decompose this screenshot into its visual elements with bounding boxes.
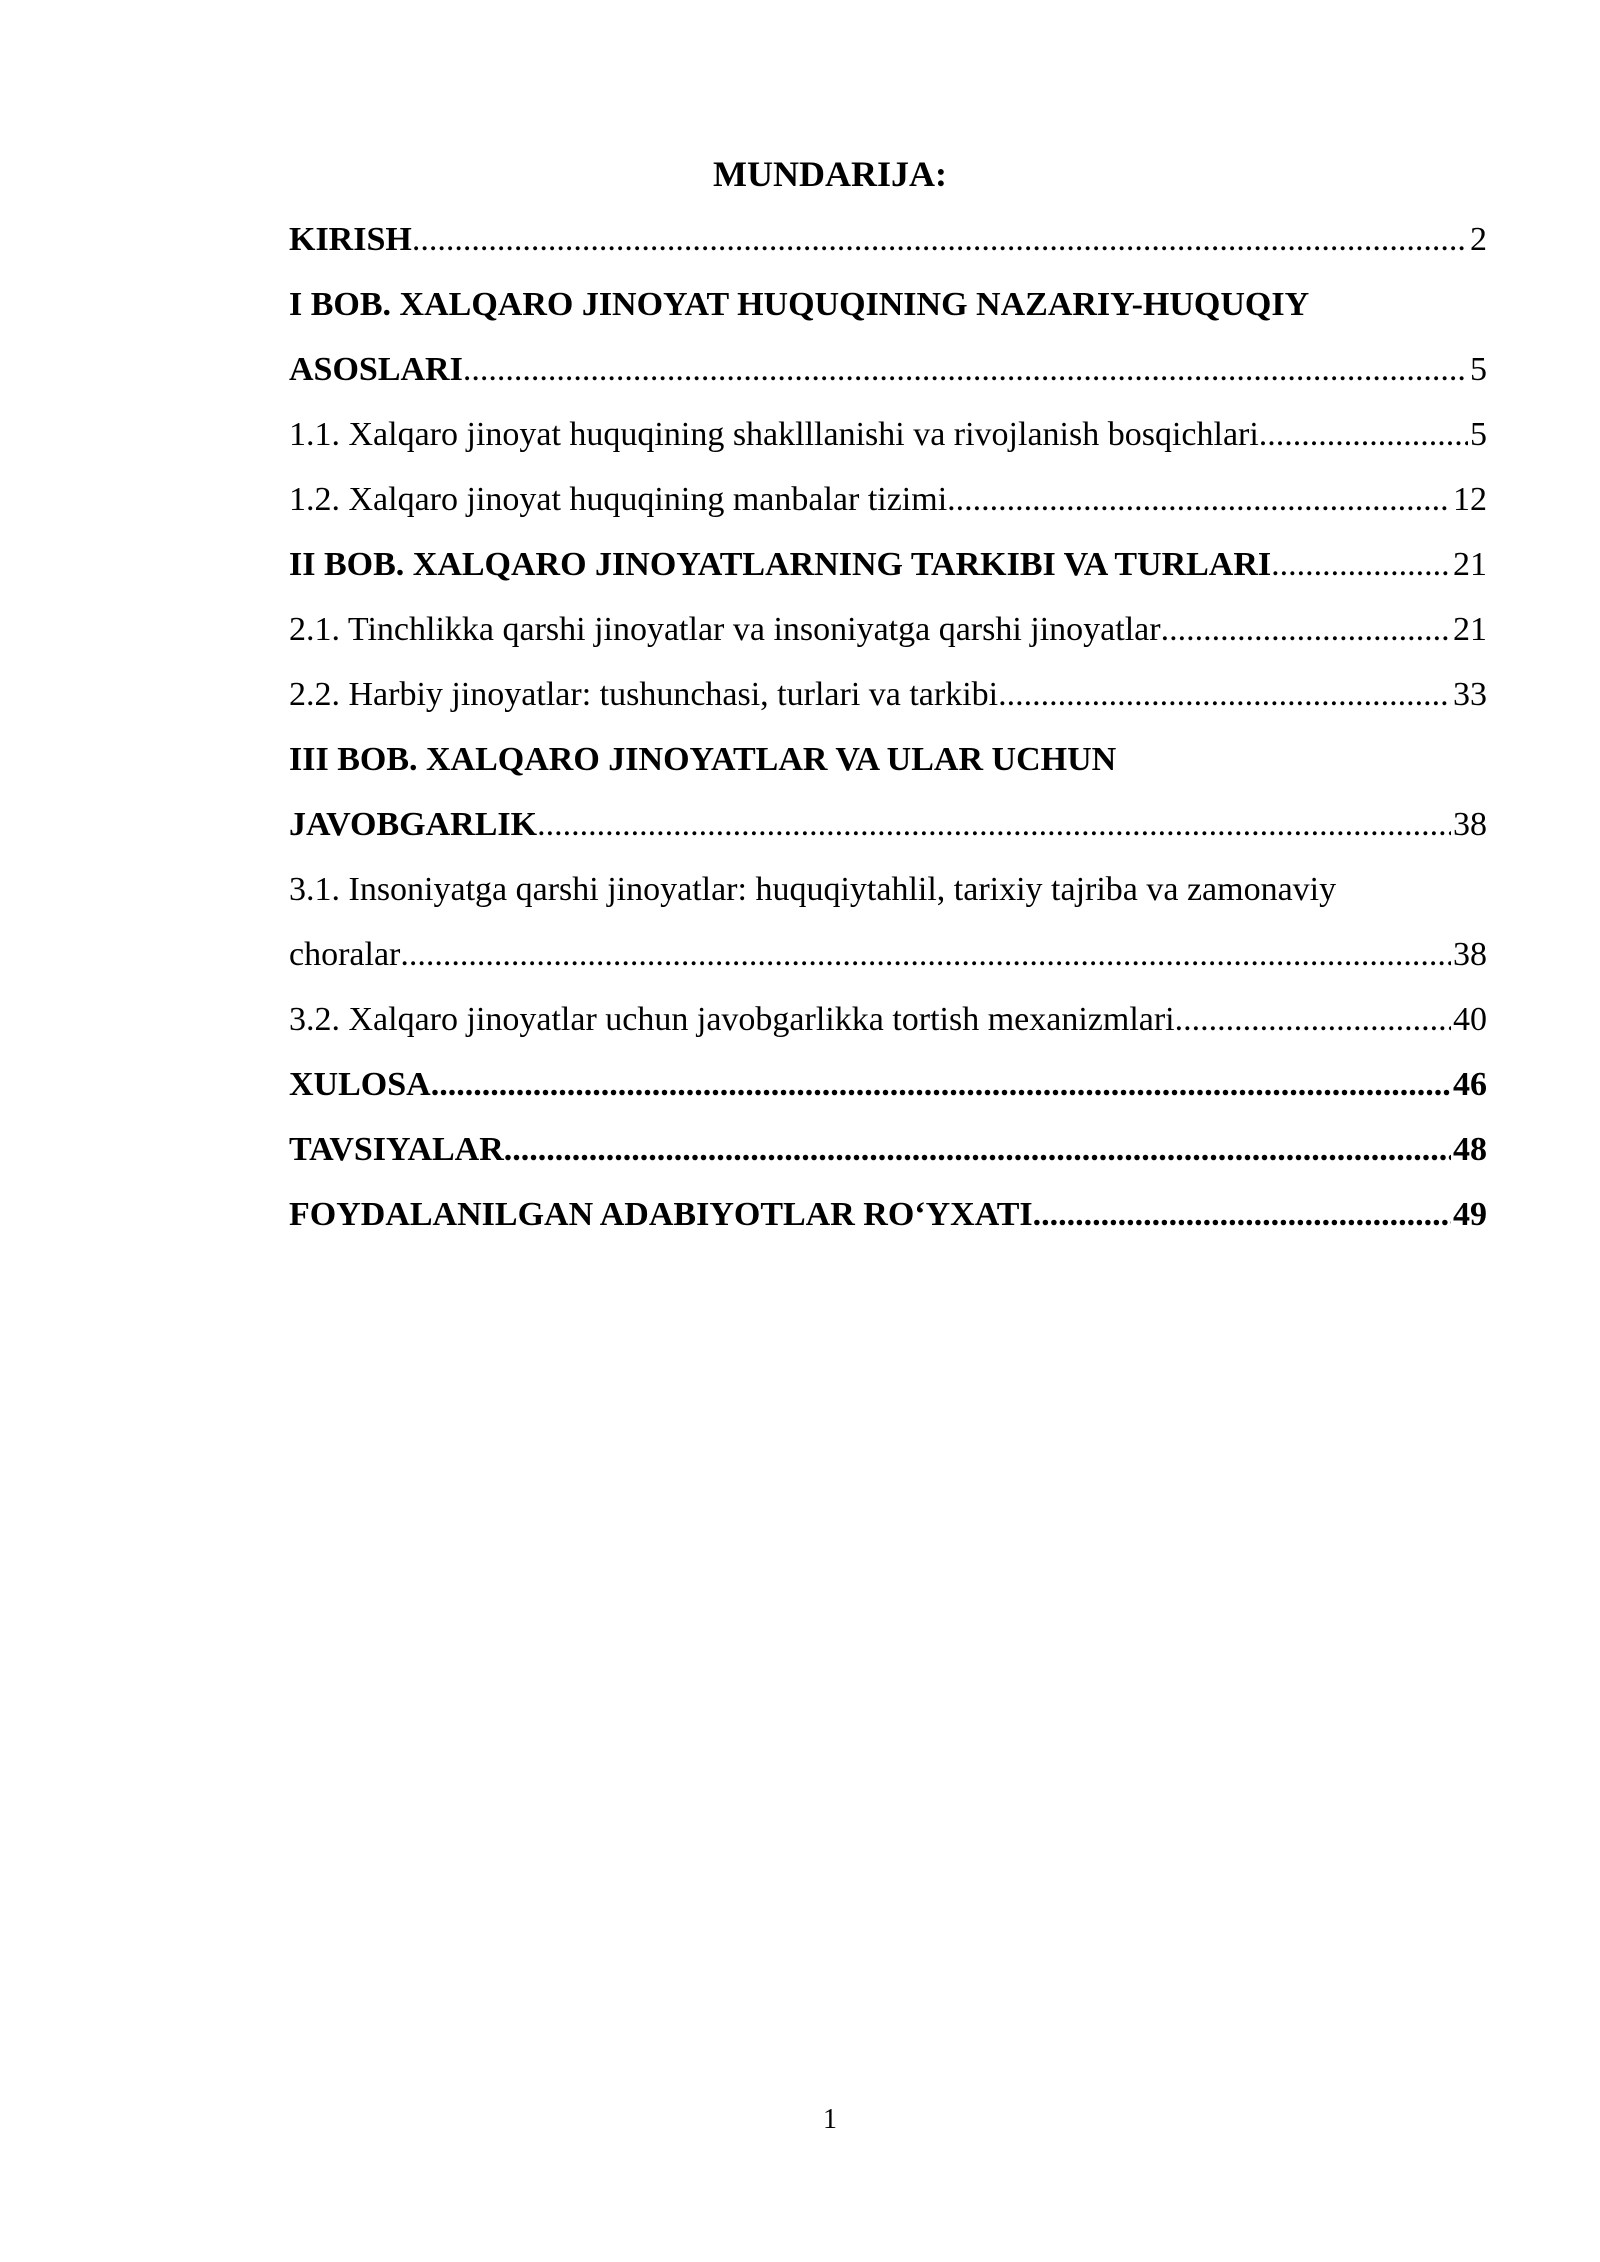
toc-entry-label: TAVSIYALAR: [289, 1131, 504, 1168]
toc-dot-leader: [400, 922, 1451, 987]
toc-entry-label: II BOB. XALQARO JINOYATLARNING TARKIBI VA TURLARI: [289, 546, 1272, 583]
toc-dot-leader: [537, 792, 1451, 857]
toc-dot-leader: [1175, 987, 1451, 1052]
toc-entry-page: 21: [1453, 546, 1487, 583]
toc-entry-label: I BOB. XALQARO JINOYAT HUQUQINING NAZARIY-HUQUQIY: [289, 286, 1310, 323]
toc-entry-label: 3.2. Xalqaro jinoyatlar uchun javobgarlikka tortish mexanizmlari: [289, 1001, 1175, 1038]
toc-dot-leader: [998, 662, 1451, 727]
toc-entry-kirish[interactable]: [289, 207, 1487, 272]
page-number: 1: [823, 2104, 837, 2135]
toc-entry-page: 46: [1453, 1066, 1487, 1103]
toc-entry-xulosa[interactable]: [289, 1052, 1487, 1117]
toc-entry-label: III BOB. XALQARO JINOYATLAR VA ULAR UCHUN: [289, 741, 1117, 778]
toc-entry-page: 48: [1453, 1131, 1487, 1168]
toc-dot-leader: [1259, 402, 1468, 467]
toc-dot-leader: [431, 1052, 1451, 1117]
toc-dot-leader: [1271, 532, 1451, 597]
toc-entry-page: 12: [1453, 481, 1487, 518]
toc-entry-label: choralar: [289, 936, 401, 973]
toc-entry-section-1-1[interactable]: [289, 402, 1487, 467]
toc-entry-label: XULOSA: [289, 1066, 431, 1103]
toc-entry-page: 5: [1470, 416, 1487, 453]
toc-dot-leader: [947, 467, 1451, 532]
toc-entry-label: 1.2. Xalqaro jinoyat huquqining manbalar tizimi: [289, 481, 948, 518]
toc-entry-page: 38: [1453, 936, 1487, 973]
toc-entry-page: 33: [1453, 676, 1487, 713]
toc-entry-chapter-2[interactable]: [289, 532, 1487, 597]
toc-dot-leader: [1033, 1182, 1451, 1247]
toc-entry-chapter-1-line-1[interactable]: [289, 272, 1487, 337]
toc-entry-label: 2.2. Harbiy jinoyatlar: tushunchasi, turlari va tarkibi: [289, 676, 999, 713]
toc-entry-section-2-1[interactable]: [289, 597, 1487, 662]
toc-entry-section-1-2[interactable]: [289, 467, 1487, 532]
toc-entry-page: 40: [1453, 1001, 1487, 1038]
toc-entry-section-3-2[interactable]: [289, 987, 1487, 1052]
toc-dot-leader: [412, 207, 1468, 272]
toc-dot-leader: [463, 337, 1468, 402]
toc-entry-chapter-3-line-2[interactable]: [289, 792, 1487, 857]
toc-entry-page: 21: [1453, 611, 1487, 648]
page-title: MUNDARIJA:: [713, 154, 947, 194]
toc-entry-page: 49: [1453, 1196, 1487, 1233]
toc-entry-section-3-1-line-2[interactable]: [289, 922, 1487, 987]
toc-entry-page: 38: [1453, 806, 1487, 843]
toc-entry-adabiyotlar[interactable]: [289, 1182, 1487, 1247]
toc-entry-label: KIRISH: [289, 221, 412, 258]
toc-entry-label: ASOSLARI: [289, 351, 463, 388]
toc-entry-label: 3.1. Insoniyatga qarshi jinoyatlar: huquqiytahlil, tarixiy tajriba va zamonaviy: [289, 871, 1337, 908]
toc-entry-section-2-2[interactable]: [289, 662, 1487, 727]
table-of-contents: [289, 207, 1487, 1247]
toc-entry-chapter-3-line-1[interactable]: [289, 727, 1487, 792]
toc-dot-leader: [1161, 597, 1451, 662]
toc-entry-page: 5: [1470, 351, 1487, 388]
toc-entry-tavsiyalar[interactable]: [289, 1117, 1487, 1182]
toc-entry-label: JAVOBGARLIK: [289, 806, 538, 843]
toc-entry-label: FOYDALANILGAN ADABIYOTLAR RO‘YXATI: [289, 1196, 1033, 1233]
toc-entry-chapter-1-line-2[interactable]: [289, 337, 1487, 402]
toc-entry-label: 2.1. Tinchlikka qarshi jinoyatlar va insoniyatga qarshi jinoyatlar: [289, 611, 1161, 648]
toc-entry-label: 1.1. Xalqaro jinoyat huquqining shaklllanishi va rivojlanish bosqichlari: [289, 416, 1259, 453]
toc-entry-section-3-1-line-1[interactable]: [289, 857, 1487, 922]
toc-entry-page: 2: [1470, 221, 1487, 258]
toc-dot-leader: [504, 1117, 1451, 1182]
